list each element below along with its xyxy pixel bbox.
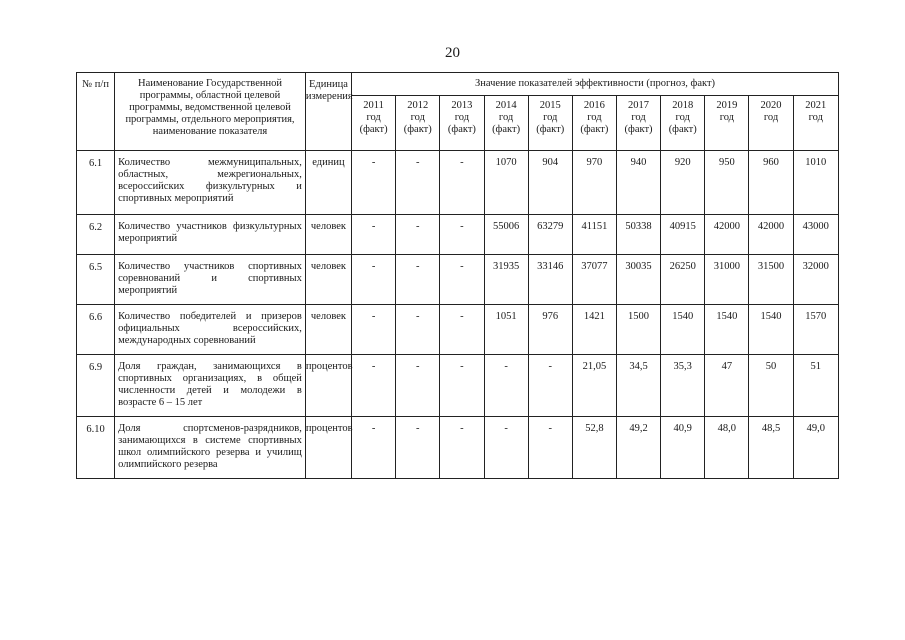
header-year-line: 2014	[495, 100, 517, 111]
value-cell-2017: 49,2	[616, 417, 660, 479]
value-cell-2014: 1051	[484, 305, 528, 355]
row-number: 6.1	[77, 151, 115, 215]
value-cell-2013: -	[440, 215, 484, 255]
header-year-line: год	[410, 112, 425, 123]
header-year-line: 2012	[407, 100, 429, 111]
value-cell-2019: 950	[705, 151, 749, 215]
header-values-title: Значение показателей эффективности (прогноз, факт)	[352, 73, 839, 96]
value-cell-2021: 1570	[793, 305, 838, 355]
indicators-table	[76, 72, 839, 479]
value-cell-2017: 1500	[616, 305, 660, 355]
table-body	[77, 151, 839, 479]
value-cell-2021: 32000	[793, 255, 838, 305]
indicator-name: Количество победителей и призеров официальных всероссийских, международных соревнований	[115, 305, 306, 355]
value-cell-2016: 37077	[572, 255, 616, 305]
indicator-name: Доля спортсменов-разрядников, занимающихся в системе спортивных школ олимпийского резерва и училищ олимпийского резерва	[115, 417, 306, 479]
header-year-line: год	[631, 112, 646, 123]
header-year-line: год	[454, 112, 470, 123]
header-year-line: год	[543, 112, 558, 123]
value-cell-2020: 1540	[749, 305, 793, 355]
header-year-line: год	[675, 112, 690, 123]
value-cell-2013: -	[440, 355, 484, 417]
header-year-2012	[396, 96, 440, 151]
value-cell-2014: -	[484, 355, 528, 417]
header-year-line: (факт)	[668, 124, 697, 135]
row-number: 6.6	[77, 305, 115, 355]
header-year-2014	[484, 96, 528, 151]
header-year-2021	[793, 96, 838, 151]
value-cell-2019: 1540	[705, 305, 749, 355]
header-year-line: 2021	[805, 100, 827, 111]
header-year-line: 2019	[716, 100, 738, 111]
value-cell-2012: -	[396, 305, 440, 355]
value-cell-2015: 33146	[528, 255, 572, 305]
value-cell-2016: 21,05	[572, 355, 616, 417]
indicator-name: Количество межмуниципальных, областных, межрегиональных, всероссийских физкультурных и спортивных мероприятий	[115, 151, 306, 215]
value-cell-2016: 1421	[572, 305, 616, 355]
header-year-line: (факт)	[580, 124, 609, 135]
value-cell-2016: 52,8	[572, 417, 616, 479]
table-row	[77, 417, 839, 479]
unit-of-measure: процентов	[305, 355, 351, 417]
header-num: № п/п	[77, 73, 115, 151]
table-row	[77, 151, 839, 215]
header-year-line: (факт)	[403, 124, 432, 135]
value-cell-2011: -	[352, 417, 396, 479]
value-cell-2012: -	[396, 215, 440, 255]
value-cell-2018: 920	[661, 151, 705, 215]
value-cell-2019: 31000	[705, 255, 749, 305]
header-year-line: год	[763, 112, 779, 123]
header-year-2011	[352, 96, 396, 151]
unit-of-measure: человек	[305, 305, 351, 355]
row-number: 6.9	[77, 355, 115, 417]
row-number: 6.5	[77, 255, 115, 305]
header-year-line: 2016	[583, 100, 605, 111]
table-row	[77, 305, 839, 355]
table-row	[77, 215, 839, 255]
value-cell-2021: 49,0	[793, 417, 838, 479]
header-unit: Единица измерения	[305, 73, 351, 151]
value-cell-2020: 42000	[749, 215, 793, 255]
header-year-line: 2015	[539, 100, 561, 111]
unit-of-measure: процентов	[305, 417, 351, 479]
value-cell-2021: 51	[793, 355, 838, 417]
row-number: 6.10	[77, 417, 115, 479]
header-row-1	[77, 73, 839, 96]
header-year-line: 2018	[672, 100, 694, 111]
value-cell-2011: -	[352, 151, 396, 215]
header-year-line: 2011	[363, 100, 384, 111]
value-cell-2017: 940	[616, 151, 660, 215]
value-cell-2013: -	[440, 255, 484, 305]
unit-of-measure: единиц	[305, 151, 351, 215]
unit-of-measure: человек	[305, 215, 351, 255]
value-cell-2011: -	[352, 305, 396, 355]
header-year-line: (факт)	[536, 124, 565, 135]
value-cell-2018: 40,9	[661, 417, 705, 479]
header-year-line: (факт)	[447, 124, 476, 135]
value-cell-2016: 41151	[572, 215, 616, 255]
unit-of-measure: человек	[305, 255, 351, 305]
header-year-line: год	[498, 112, 514, 123]
value-cell-2012: -	[396, 255, 440, 305]
value-cell-2016: 970	[572, 151, 616, 215]
value-cell-2014: -	[484, 417, 528, 479]
value-cell-2013: -	[440, 151, 484, 215]
header-year-line: 2013	[451, 100, 473, 111]
value-cell-2019: 42000	[705, 215, 749, 255]
value-cell-2012: -	[396, 417, 440, 479]
value-cell-2018: 26250	[661, 255, 705, 305]
value-cell-2018: 35,3	[661, 355, 705, 417]
value-cell-2011: -	[352, 355, 396, 417]
header-name: Наименование Государственной программы, областной целевой программы, ведомственной целевой программы, отдельного мероприятия, наименование показателя	[115, 73, 306, 151]
header-year-2016	[572, 96, 616, 151]
header-year-2019	[705, 96, 749, 151]
value-cell-2014: 55006	[484, 215, 528, 255]
value-cell-2015: 904	[528, 151, 572, 215]
value-cell-2014: 31935	[484, 255, 528, 305]
value-cell-2018: 40915	[661, 215, 705, 255]
value-cell-2020: 48,5	[749, 417, 793, 479]
header-year-line: год	[587, 112, 602, 123]
header-year-line: (факт)	[624, 124, 653, 135]
value-cell-2013: -	[440, 305, 484, 355]
header-year-line: год	[719, 112, 735, 123]
value-cell-2015: -	[528, 355, 572, 417]
table-row	[77, 255, 839, 305]
value-cell-2017: 30035	[616, 255, 660, 305]
value-cell-2015: 63279	[528, 215, 572, 255]
value-cell-2017: 50338	[616, 215, 660, 255]
header-year-line: год	[808, 112, 823, 123]
header-year-2013	[440, 96, 484, 151]
header-year-2018	[661, 96, 705, 151]
row-number: 6.2	[77, 215, 115, 255]
value-cell-2011: -	[352, 215, 396, 255]
value-cell-2017: 34,5	[616, 355, 660, 417]
header-year-line: (факт)	[492, 124, 521, 135]
header-year-line: 2017	[628, 100, 650, 111]
value-cell-2012: -	[396, 355, 440, 417]
value-cell-2020: 50	[749, 355, 793, 417]
value-cell-2013: -	[440, 417, 484, 479]
value-cell-2011: -	[352, 255, 396, 305]
header-year-line: год	[366, 112, 381, 123]
value-cell-2020: 31500	[749, 255, 793, 305]
indicator-name: Количество участников спортивных соревнований и спортивных мероприятий	[115, 255, 306, 305]
value-cell-2012: -	[396, 151, 440, 215]
header-year-2020	[749, 96, 793, 151]
header-year-line: 2020	[760, 100, 782, 111]
header-year-2015	[528, 96, 572, 151]
table-row	[77, 355, 839, 417]
indicator-name: Доля граждан, занимающихся в спортивных организациях, в общей численности детей и молодежи в возрасте 6 – 15 лет	[115, 355, 306, 417]
value-cell-2018: 1540	[661, 305, 705, 355]
value-cell-2019: 47	[705, 355, 749, 417]
value-cell-2021: 43000	[793, 215, 838, 255]
page-number: 20	[445, 45, 460, 61]
value-cell-2019: 48,0	[705, 417, 749, 479]
value-cell-2014: 1070	[484, 151, 528, 215]
header-year-line: (факт)	[359, 124, 388, 135]
value-cell-2021: 1010	[793, 151, 838, 215]
value-cell-2015: -	[528, 417, 572, 479]
value-cell-2020: 960	[749, 151, 793, 215]
value-cell-2015: 976	[528, 305, 572, 355]
header-year-2017	[616, 96, 660, 151]
indicator-name: Количество участников физкультурных мероприятий	[115, 215, 306, 255]
